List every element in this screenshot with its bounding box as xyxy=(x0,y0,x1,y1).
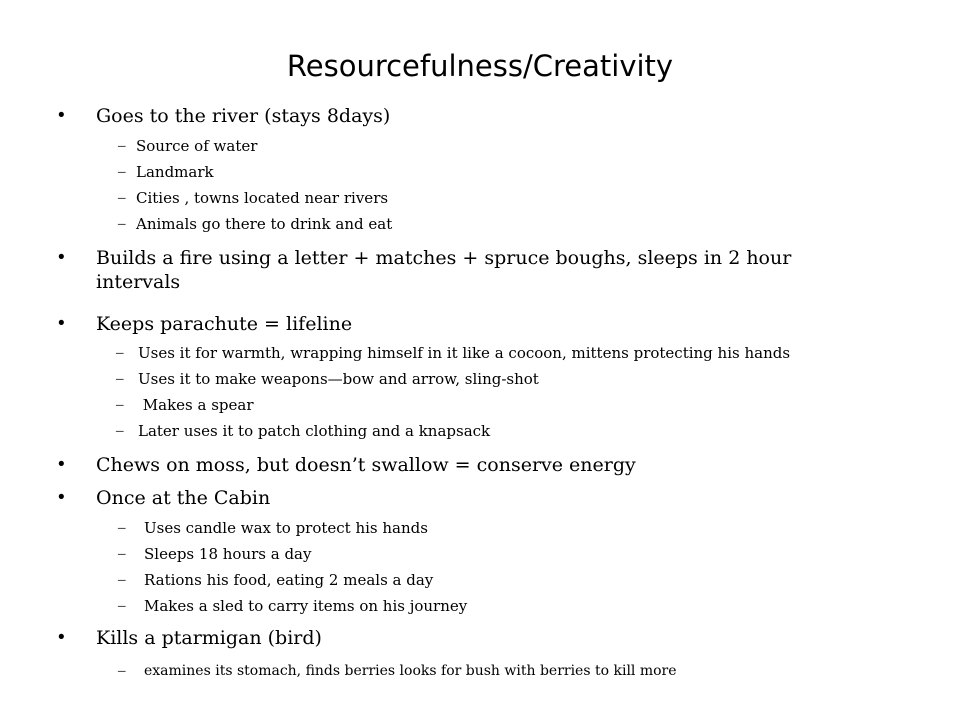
sub-item-text: Makes a spear xyxy=(138,396,254,414)
sub-item-text: Uses candle wax to protect his hands xyxy=(144,519,428,537)
dash-icon: – xyxy=(118,572,126,588)
sub-item-text: Source of water xyxy=(136,137,258,155)
slide-title: Resourcefulness/Creativity xyxy=(286,49,674,83)
dash-icon: – xyxy=(116,397,124,413)
sub-item-text: Rations his food, eating 2 meals a day xyxy=(144,571,434,589)
dash-icon: – xyxy=(118,138,126,154)
sub-item-text: Later uses it to patch clothing and a knapsack xyxy=(138,422,491,440)
dash-icon: – xyxy=(116,371,124,387)
bullet-text: Builds a fire using a letter + matches + spruce boughs, sleeps in 2 hour intervals xyxy=(96,247,792,293)
sub-item-text: Animals go there to drink and eat xyxy=(136,215,393,233)
bullet-text: Keeps parachute = lifeline xyxy=(96,313,353,335)
bullet-text: Chews on moss, but doesn’t swallow = conserve energy xyxy=(96,454,636,476)
dash-icon: – xyxy=(118,663,126,679)
sub-item-text: Cities , towns located near rivers xyxy=(136,189,389,207)
sub-item-text: Landmark xyxy=(136,163,214,181)
dash-icon: – xyxy=(118,216,126,232)
sub-item-text: Sleeps 18 hours a day xyxy=(144,545,312,563)
bullet-icon: • xyxy=(58,313,65,334)
bullet-icon: • xyxy=(58,487,65,508)
bullet-icon: • xyxy=(58,627,65,648)
sub-item-text: Uses it to make weapons—bow and arrow, sling-shot xyxy=(138,370,539,388)
bullet-icon: • xyxy=(58,105,65,126)
dash-icon: – xyxy=(116,345,124,361)
sub-item-text: examines its stomach, finds berries looks for bush with berries to kill more xyxy=(144,663,677,679)
dash-icon: – xyxy=(116,423,124,439)
bullet-icon: • xyxy=(58,454,65,475)
bullet-icon: • xyxy=(58,247,65,268)
sub-item-text: Uses it for warmth, wrapping himself in it like a cocoon, mittens protecting his hands xyxy=(138,344,791,362)
dash-icon: – xyxy=(118,520,126,536)
sub-item-text: Makes a sled to carry items on his journey xyxy=(144,597,468,615)
bullet-text: Once at the Cabin xyxy=(96,487,271,509)
dash-icon: – xyxy=(118,190,126,206)
dash-icon: – xyxy=(118,164,126,180)
bullet-text: Kills a ptarmigan (bird) xyxy=(96,627,322,649)
dash-icon: – xyxy=(118,546,126,562)
bullet-text: Goes to the river (stays 8days) xyxy=(96,105,391,127)
dash-icon: – xyxy=(118,598,126,614)
